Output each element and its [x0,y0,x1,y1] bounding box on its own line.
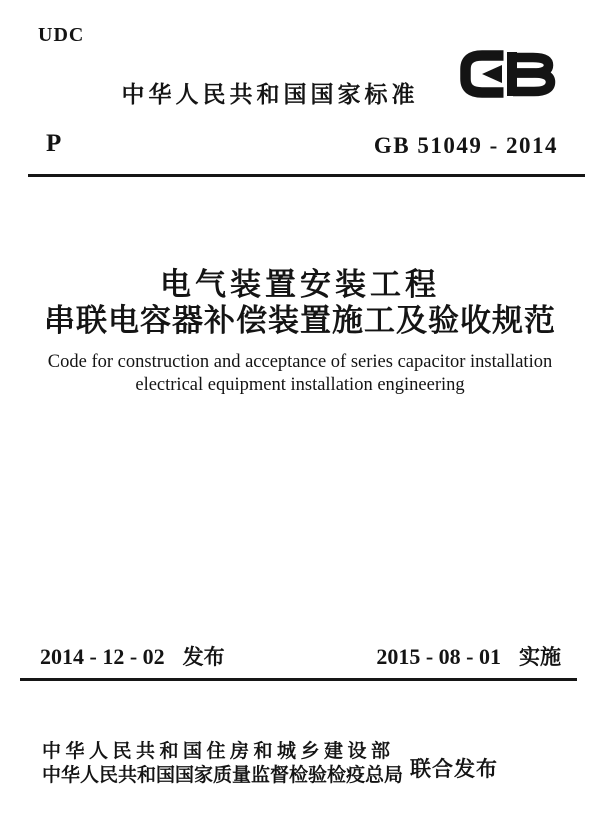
publisher-aqsiq: 中华人民共和国国家质量监督检验检疫总局 [42,765,404,786]
publisher-mohurd: 中华人民共和国住房和城乡建设部 [42,741,395,762]
title-chinese-line2: 串联电容器补偿装置施工及验收规范 [44,303,556,338]
national-standard-heading: 中华人民共和国国家标准 [121,81,419,107]
publishers-block [42,740,402,788]
title-english-line2: electrical equipment installation engineering [135,375,465,395]
issue-date: 2014 - 12 - 02 [40,644,165,669]
title-english-line1: Code for construction and acceptance of series capacitor installation [47,352,553,372]
implementation-date-group [376,641,561,671]
gb-logo-icon [457,46,557,102]
title-english [0,351,600,397]
issue-label: 发布 [182,646,225,669]
header-divider-rule [28,174,585,177]
standard-code: GB 51049 - 2014 [373,133,558,158]
classification-label: P [46,130,62,157]
footer-divider-rule [20,678,577,681]
title-chinese-line1: 电气装置安装工程 [160,267,440,302]
issue-date-group [40,641,225,671]
udc-label: UDC [38,24,85,46]
implementation-date: 2015 - 08 - 01 [376,644,501,669]
joint-release-label: 联合发布 [410,758,498,781]
implementation-label: 实施 [519,646,561,669]
